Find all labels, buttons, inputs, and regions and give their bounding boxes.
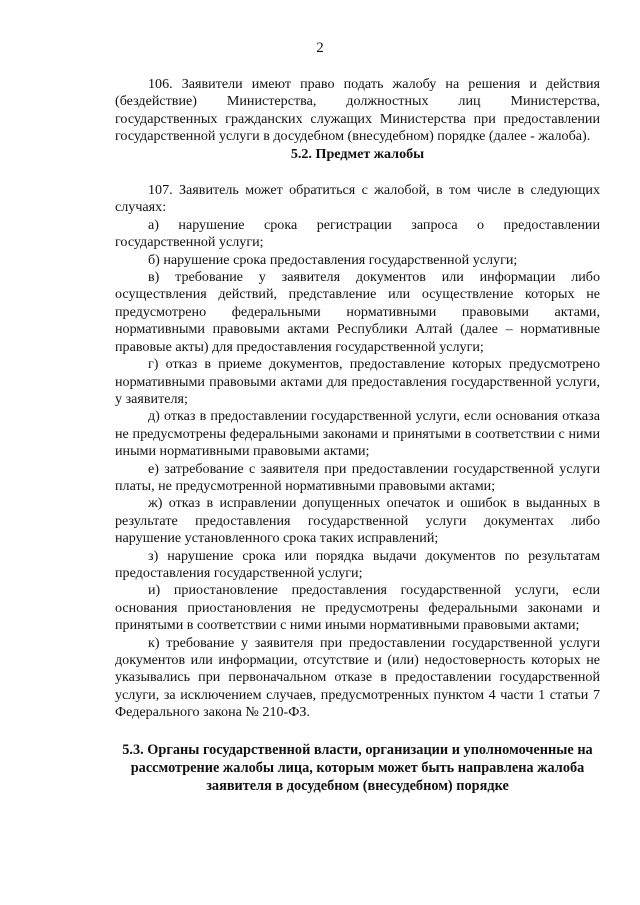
list-item-a: а) нарушение срока регистрации запроса о предоставлении государственной услуги; <box>115 216 600 251</box>
document-body <box>115 76 600 795</box>
page-number: 2 <box>316 40 324 56</box>
list-item-g: г) отказ в приеме документов, предоставление которых предусмотрено нормативными правовыми актами для предоставления государственной услуги, у заявителя; <box>115 356 600 407</box>
list-item-v: в) требование у заявителя документов или информации либо осуществления действий, представление или осуществление которых не предусмотрено федеральными нормативными правовыми актами, нормативными правовыми актами Республики Алтай (далее – нормативные правовые акты) для предоставления государственной услуги; <box>115 269 600 355</box>
list-item-b: б) нарушение срока предоставления государственной услуги; <box>148 251 518 268</box>
paragraph-106: 106. Заявители имеют право подать жалобу на решения и действия (бездействие) Министерства, должностных лиц Министерства, государственных гражданских служащих Министерства при предоставлении государственной услуги в досудебном (внесудебном) порядке (далее - жалоба). <box>115 76 600 145</box>
list-item-i: и) приостановление предоставления государственной услуги, если основания приостановления не предусмотрены федеральными законами и принятыми в соответствии с ними иными нормативными правовыми актами; <box>115 582 600 634</box>
paragraph-107: 107. Заявитель может обратиться с жалобой, в том числе в следующих случаях: <box>115 182 600 216</box>
list-item-k: к) требование у заявителя при предоставлении государственной услуги документов или информации, отсутствие и (или) недостоверность которых не указывались при первоначальном отказе в предоставлении государственной услуги, за исключением случаев, предусмотренных пунктом 4 части 1 статьи 7 Федерального закона № 210-ФЗ. <box>115 634 600 721</box>
list-item-e: е) затребование с заявителя при предоставлении государственной услуги платы, не предусмотренной нормативными правовыми актами; <box>115 460 600 494</box>
list-item-z: з) нарушение срока или порядка выдачи документов по результатам предоставления государственной услуги; <box>115 547 600 581</box>
section-heading-5-3: 5.3. Органы государственной власти, организации и уполномоченные на рассмотрение жалобы лица, которым может быть направлена жалоба заявителя в досудебном (внесудебном) порядке <box>122 741 593 794</box>
list-item-d: д) отказ в предоставлении государственной услуги, если основания отказа не предусмотрены федеральными законами и принятыми в соответствии с ними иными нормативными правовыми актами; <box>115 408 600 460</box>
list-item-zh: ж) отказ в исправлении допущенных опечаток и ошибок в выданных в результате предоставления государственной услуги документах либо нарушение установленного срока таких исправлений; <box>115 495 600 547</box>
section-heading-5-2: 5.2. Предмет жалобы <box>290 145 425 162</box>
